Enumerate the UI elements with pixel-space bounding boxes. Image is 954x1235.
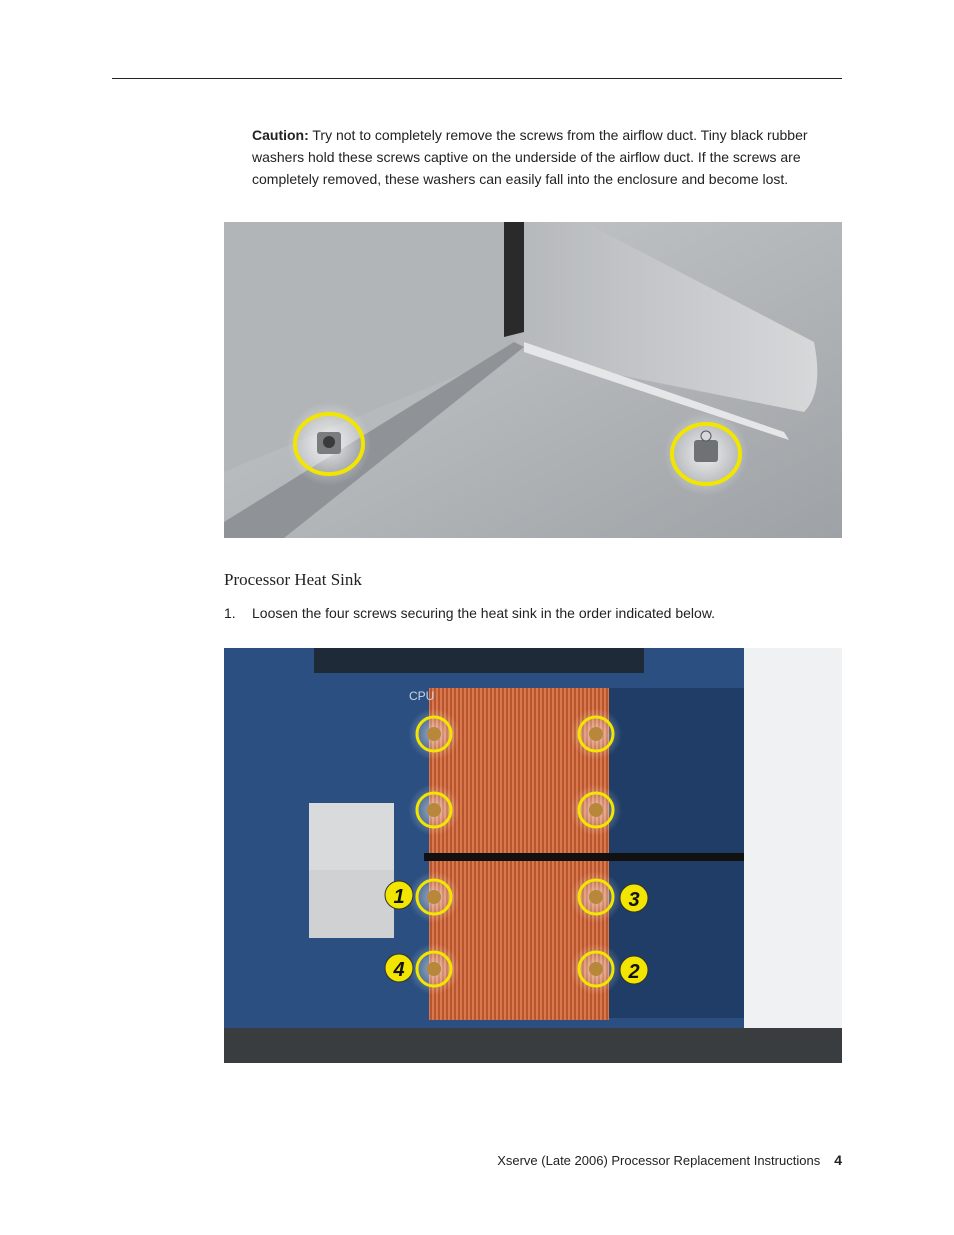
airflow-duct-illustration	[224, 222, 842, 538]
caution-note	[252, 124, 832, 190]
callout-1-label: 1	[393, 886, 405, 908]
step-1-number: 1.	[224, 605, 236, 621]
heat-sink-divider	[424, 853, 744, 861]
screw-right-washer	[694, 440, 718, 462]
cpu-label: CPU	[409, 689, 435, 703]
top-connector	[314, 648, 644, 673]
footer-doc-title: Xserve (Late 2006) Processor Replacement Instructions	[497, 1153, 821, 1168]
caution-label: Caution:	[252, 127, 309, 143]
step-1	[224, 603, 824, 623]
screw	[589, 727, 603, 741]
screw	[427, 962, 441, 976]
callout-3	[620, 884, 648, 912]
screw	[589, 890, 603, 904]
chipset-heatsink-upper	[309, 803, 394, 873]
screw	[589, 803, 603, 817]
callout-2	[620, 956, 648, 984]
chipset-heatsink-lower	[309, 870, 394, 938]
section-title: Processor Heat Sink	[224, 570, 362, 589]
cable-bundle	[224, 1028, 842, 1063]
airflow-duct-photo	[224, 222, 842, 538]
screw	[427, 890, 441, 904]
page-number: 4	[834, 1152, 842, 1168]
callout-1	[385, 881, 413, 909]
screw	[589, 962, 603, 976]
caution-text: Try not to completely remove the screws from the airflow duct. Tiny black rubber washers hold these screws captive on the underside of the airflow duct. If the screws are completely removed, these washers can easily fall into the enclosure and become lost.	[252, 127, 808, 187]
screw-right-head	[701, 431, 711, 441]
screw-left-head	[323, 436, 335, 448]
callout-2-label: 2	[628, 961, 640, 983]
board-edge-white	[744, 648, 842, 1063]
page-footer	[497, 1152, 842, 1168]
heat-sink-illustration	[224, 648, 842, 1063]
callout-4	[385, 954, 413, 982]
callout-3-label: 3	[628, 889, 640, 911]
duct-foam-edge	[504, 222, 524, 337]
callout-4-label: 4	[393, 959, 405, 981]
header-rule	[112, 78, 842, 79]
heat-sink-photo	[224, 648, 842, 1063]
screw	[427, 727, 441, 741]
step-1-text: Loosen the four screws securing the heat sink in the order indicated below.	[252, 605, 716, 621]
screw	[427, 803, 441, 817]
